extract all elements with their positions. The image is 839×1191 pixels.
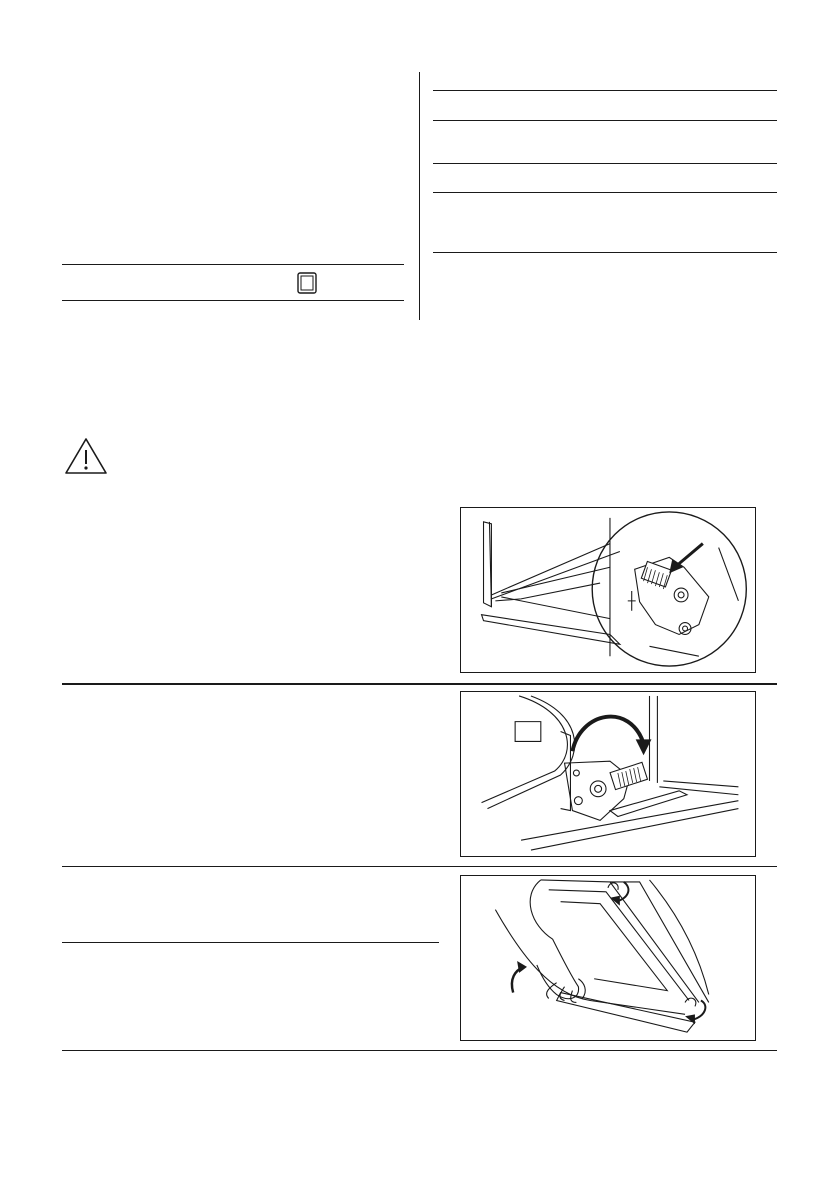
table-rule xyxy=(62,300,404,301)
step-divider xyxy=(62,866,777,867)
table-rule xyxy=(62,264,404,265)
table-rule xyxy=(433,163,777,164)
table-rule xyxy=(433,90,777,91)
table-rule xyxy=(433,252,777,253)
oven-door-icon xyxy=(297,272,317,294)
hinge-lever-rotate-illustration xyxy=(460,691,756,857)
door-lift-remove-illustration xyxy=(460,875,756,1041)
step-divider xyxy=(62,683,777,685)
step-subdivider xyxy=(62,942,439,943)
step-divider xyxy=(62,1050,777,1051)
table-rule xyxy=(433,120,777,121)
warning-triangle-icon xyxy=(64,436,108,476)
column-divider xyxy=(419,72,420,320)
table-rule xyxy=(433,192,777,193)
hinge-lever-arrow-illustration xyxy=(460,507,756,673)
